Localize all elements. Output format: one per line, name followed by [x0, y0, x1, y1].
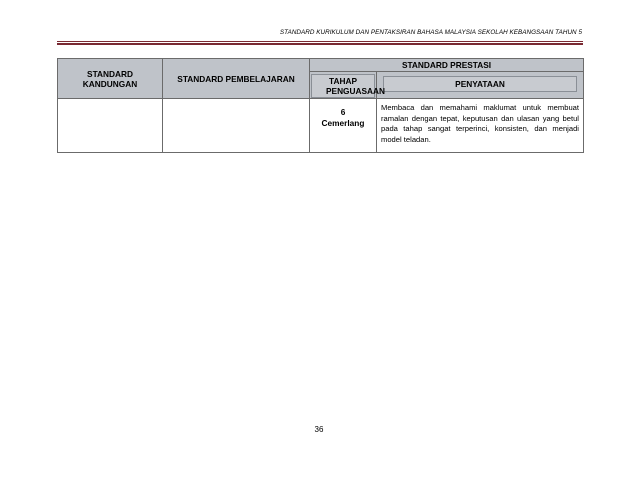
- header-tahap-penguasaan-cell: [310, 72, 386, 99]
- cell-standard-kandungan: [58, 99, 163, 153]
- header-rule-thick: [57, 43, 583, 45]
- header-penyataan-cell: [377, 72, 584, 99]
- tahap-label: Cemerlang: [321, 118, 365, 128]
- cell-penyataan: [377, 99, 584, 153]
- header-standard-pembelajaran: [163, 59, 310, 99]
- header-rule-thin: [57, 41, 583, 42]
- header-standard-pembelajaran-label: STANDARD PEMBELAJARAN: [177, 73, 295, 84]
- tahap-number: 6: [340, 107, 346, 117]
- header-standard-prestasi: [310, 59, 584, 72]
- document-header: STANDARD KURIKULUM DAN PENTAKSIRAN BAHASA MALAYSIA SEKOLAH KEBANGSAAN TAHUN 5: [279, 29, 582, 36]
- cell-tahap-penguasaan: [310, 99, 377, 153]
- header-penyataan: PENYATAAN: [383, 76, 577, 92]
- header-standard-prestasi-label: STANDARD PRESTASI: [401, 60, 492, 70]
- page-number: 36: [314, 425, 324, 434]
- header-standard-kandungan: [58, 59, 163, 99]
- header-tahap-penguasaan: TAHAP PENGUASAAN: [311, 74, 375, 98]
- cell-standard-pembelajaran: [163, 99, 310, 153]
- header-standard-kandungan-label: STANDARD KANDUNGAN: [82, 68, 138, 89]
- penyataan-text: Membaca dan memahami maklumat untuk membuat ramalan dengan tepat, keputusan dan ulasan yang betul pada tahap sangat terperinci, konsisten, dan menjadi model teladan.: [381, 103, 579, 144]
- standard-table: [57, 58, 584, 153]
